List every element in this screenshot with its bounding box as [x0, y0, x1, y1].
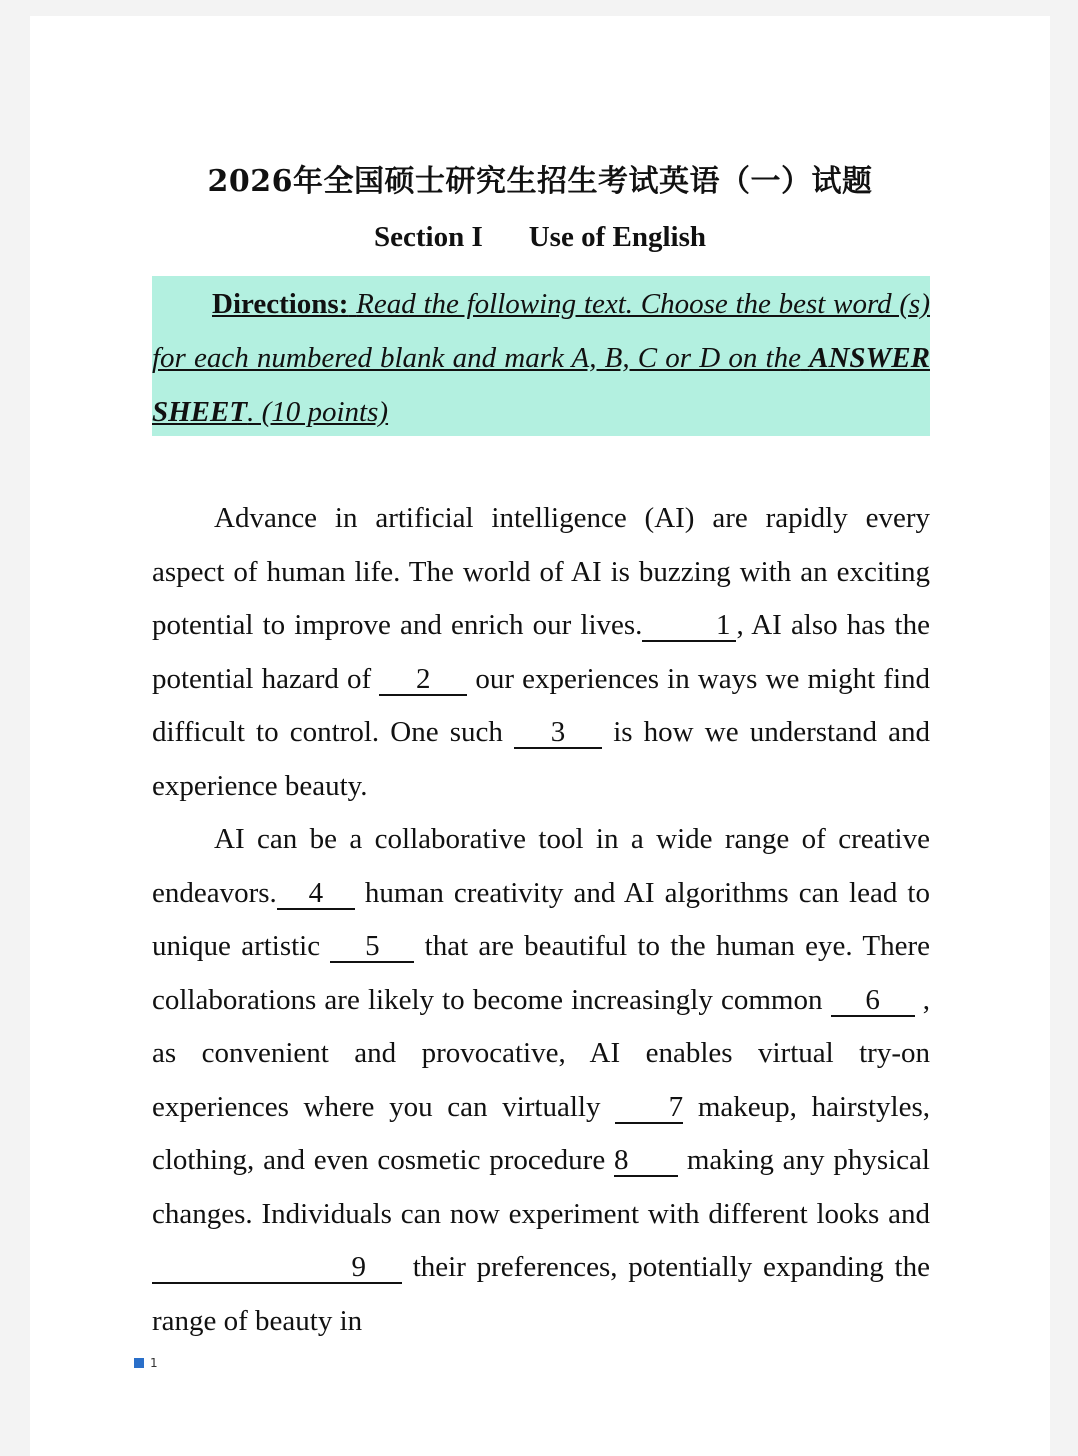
passage-text: our experiences in ways we might find difficult to control. One such	[152, 662, 931, 748]
directions-points: . (10 points)	[247, 396, 389, 428]
passage-text: their preferences, potentially expanding the range of beauty in	[152, 1251, 930, 1337]
page-number-label: 1	[150, 1356, 158, 1370]
section-number: Section I	[373, 221, 483, 253]
passage-text: AI can be a collaborative tool in a wide range of creative endeavors.	[152, 823, 930, 909]
blank-1[interactable]: 1	[642, 610, 736, 642]
paragraph-1	[152, 492, 930, 813]
section-heading	[30, 221, 1050, 254]
blank-3[interactable]: 3	[514, 717, 602, 749]
passage-text: makeup, hairstyles, clothing, and even cosmetic procedure	[152, 1090, 930, 1176]
answer-sheet-label: ANSWER SHEET	[152, 342, 930, 428]
passage-text: , AI also has the potential hazard of	[152, 609, 930, 695]
blank-8[interactable]: 8	[614, 1145, 678, 1177]
page-number	[134, 1356, 158, 1370]
section-name: Use of English	[528, 221, 706, 253]
document-page	[30, 16, 1050, 1456]
blank-2[interactable]: 2	[379, 664, 467, 696]
passage-text: human creativity and AI algorithms can lead to unique artistic	[152, 876, 930, 962]
passage-text: , as convenient and provocative, AI enables virtual try-on experiences where you can virtually	[152, 983, 930, 1123]
directions-instruction: Read the following text. Choose the best word (s) for each numbered blank and mark A, B, C or D on the	[152, 288, 930, 374]
blank-6[interactable]: 6	[831, 985, 915, 1017]
paragraph-2	[152, 813, 930, 1348]
passage-text: is how we understand and experience beauty.	[152, 716, 930, 802]
directions-label: Directions:	[212, 288, 349, 320]
page-marker-icon	[134, 1358, 144, 1368]
directions-box	[152, 276, 930, 436]
passage-text: that are beautiful to the human eye. There collaborations are likely to become increasingly common	[152, 930, 930, 1016]
directions-text	[152, 276, 930, 439]
passage	[152, 492, 930, 1348]
blank-9[interactable]: 9	[152, 1252, 402, 1284]
exam-title: 2026年全国硕士研究生招生考试英语（一）试题	[207, 164, 873, 199]
blank-5[interactable]: 5	[330, 931, 414, 963]
passage-text: making any physical changes. Individuals can now experiment with different looks and	[152, 1144, 930, 1230]
blank-4[interactable]: 4	[277, 878, 355, 910]
blank-7[interactable]: 7	[615, 1092, 683, 1124]
passage-text: Advance in artificial intelligence (AI) are rapidly every aspect of human life. The world of AI is buzzing with an exciting potential to improve and enrich our lives.	[152, 502, 930, 641]
